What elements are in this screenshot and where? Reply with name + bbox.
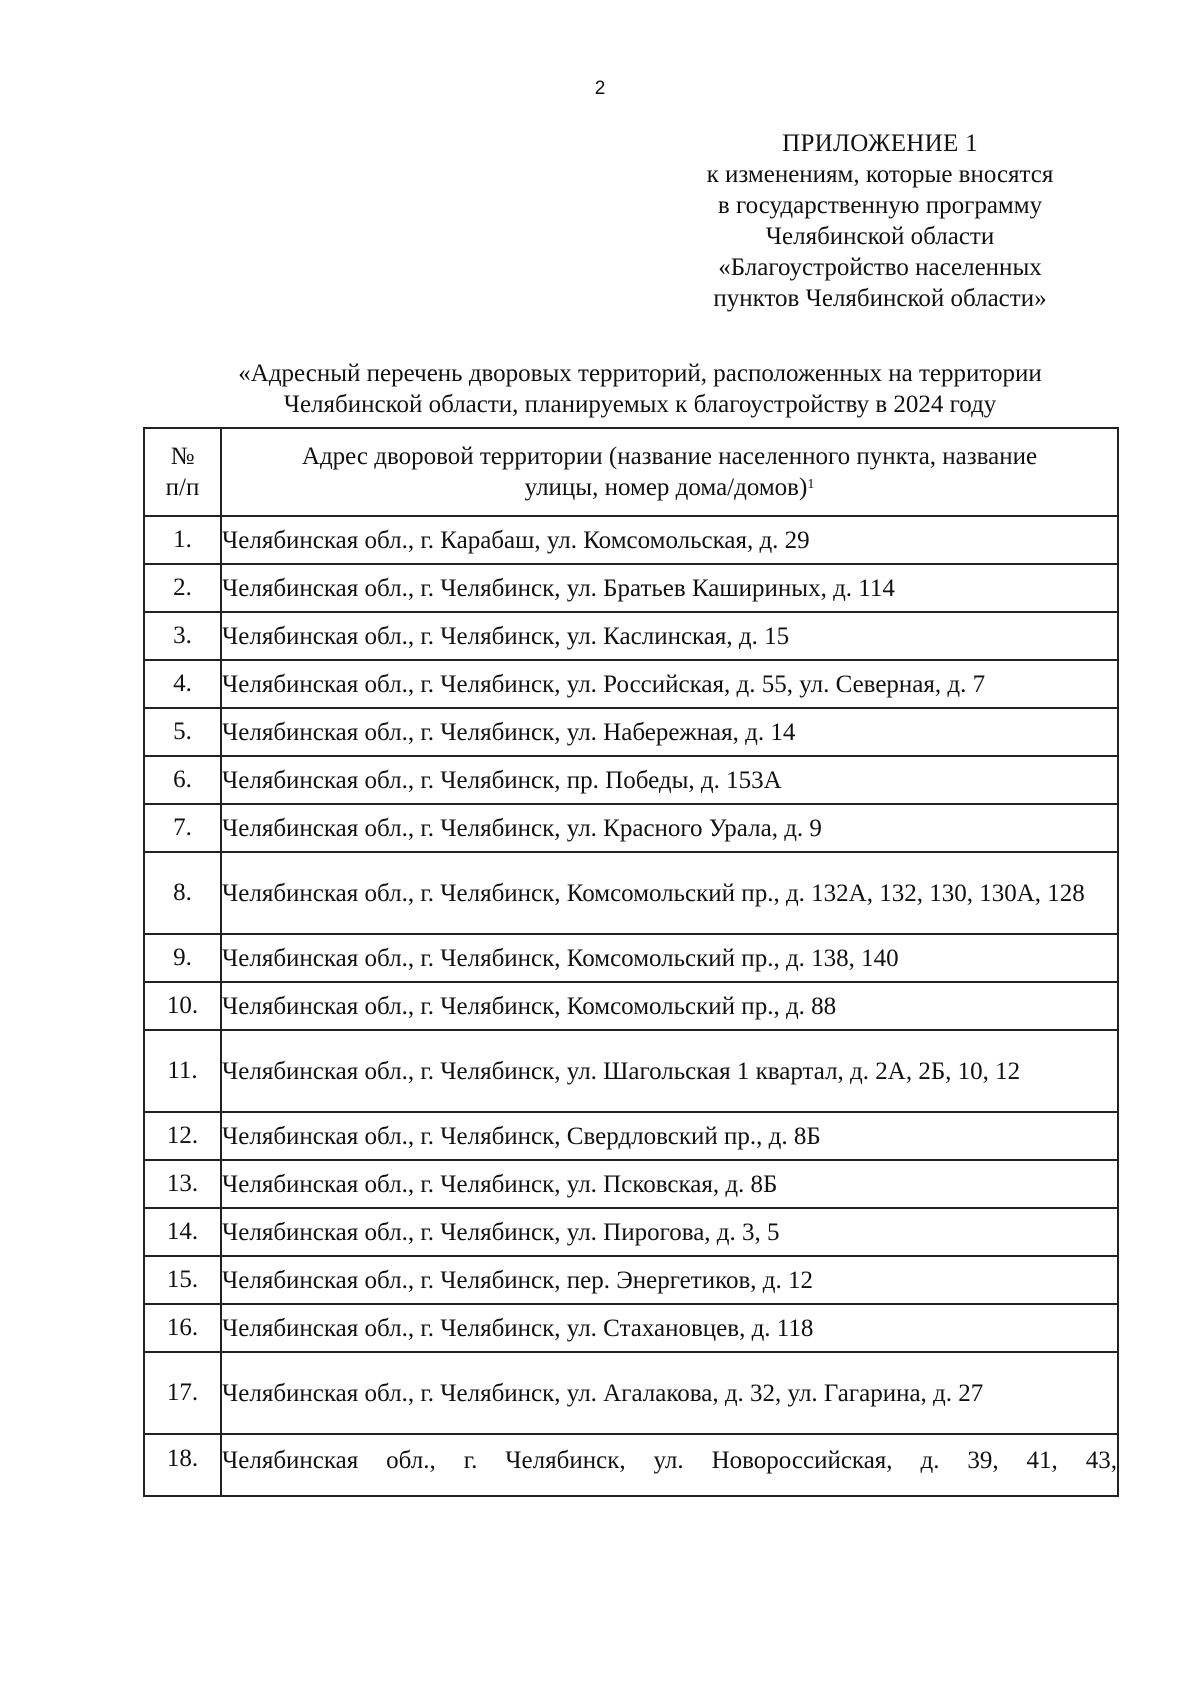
column-header-address [221, 428, 1118, 516]
table-row [144, 612, 1118, 660]
row-number-cell: 11. [144, 1030, 221, 1112]
row-number-cell: 1. [144, 516, 221, 564]
table-body [144, 516, 1118, 1496]
table-row [144, 1160, 1118, 1208]
row-number-cell: 6. [144, 756, 221, 804]
table-row [144, 1112, 1118, 1160]
table-row [144, 564, 1118, 612]
address-cell: Челябинская обл., г. Челябинск, ул. Российская, д. 55, ул. Северная, д. 7 [221, 660, 1118, 708]
row-number-cell: 16. [144, 1304, 221, 1352]
row-number-cell: 5. [144, 708, 221, 756]
appendix-line: пунктов Челябинской области» [713, 285, 1047, 312]
document-title-line-1: «Адресный перечень дворовых территорий, расположенных на территории [238, 360, 1042, 387]
page-number: 2 [594, 78, 606, 99]
table-row [144, 982, 1118, 1030]
appendix-line: Челябинской области [765, 223, 995, 250]
table-row [144, 852, 1118, 934]
row-number-cell: 2. [144, 564, 221, 612]
column-header-number-abbrev: п/п [165, 474, 200, 501]
address-cell: Челябинская обл., г. Челябинск, ул. Пирогова, д. 3, 5 [221, 1208, 1118, 1256]
table-row [144, 756, 1118, 804]
row-number-cell: 13. [144, 1160, 221, 1208]
table-row [144, 934, 1118, 982]
row-number-cell: 15. [144, 1256, 221, 1304]
address-cell: Челябинская обл., г. Челябинск, ул. Каслинская, д. 15 [221, 612, 1118, 660]
table-row [144, 1208, 1118, 1256]
row-number-cell: 7. [144, 804, 221, 852]
row-number-cell: 17. [144, 1352, 221, 1434]
table-header-row [144, 428, 1118, 516]
address-cell: Челябинская обл., г. Челябинск, Свердловский пр., д. 8Б [221, 1112, 1118, 1160]
document-title-line-2: Челябинской области, планируемых к благоустройству в 2024 году [283, 391, 997, 418]
row-number-cell: 10. [144, 982, 221, 1030]
row-number-cell: 4. [144, 660, 221, 708]
footnote-marker: 1 [807, 477, 815, 492]
table-row [144, 1434, 1118, 1496]
address-cell: Челябинская обл., г. Челябинск, ул. Агалакова, д. 32, ул. Гагарина, д. 27 [221, 1352, 1118, 1434]
table-row [144, 1030, 1118, 1112]
document-title [150, 358, 1130, 420]
address-cell: Челябинская обл., г. Челябинск, Комсомольский пр., д. 138, 140 [221, 934, 1118, 982]
address-cell: Челябинская обл., г. Челябинск, ул. Стахановцев, д. 118 [221, 1304, 1118, 1352]
column-header-address-line-2: улицы, номер дома/домов) [524, 474, 808, 501]
appendix-line: в государственную программу [717, 192, 1043, 219]
address-cell: Челябинская обл., г. Челябинск, пр. Победы, д. 153А [221, 756, 1118, 804]
table-row [144, 660, 1118, 708]
address-cell: Челябинская обл., г. Челябинск, ул. Братьев Кашириных, д. 114 [221, 564, 1118, 612]
appendix-line: «Благоустройство населенных [718, 254, 1042, 281]
appendix-line: к изменениям, которые вносятся [706, 161, 1054, 188]
address-cell: Челябинская обл., г. Челябинск, ул. Красного Урала, д. 9 [221, 804, 1118, 852]
address-cell: Челябинская обл., г. Карабаш, ул. Комсомольская, д. 29 [221, 516, 1118, 564]
row-number-cell: 8. [144, 852, 221, 934]
appendix-block [650, 128, 1110, 314]
row-number-cell: 3. [144, 612, 221, 660]
table-row [144, 1304, 1118, 1352]
address-cell: Челябинская обл., г. Челябинск, ул. Шагольская 1 квартал, д. 2А, 2Б, 10, 12 [221, 1030, 1118, 1112]
table-row [144, 804, 1118, 852]
column-header-number-symbol: № [170, 443, 195, 470]
address-cell: Челябинская обл., г. Челябинск, Комсомольский пр., д. 88 [221, 982, 1118, 1030]
table-row [144, 1352, 1118, 1434]
column-header-address-line-1: Адрес дворовой территории (название населенного пункта, название [301, 443, 1038, 470]
address-cell: Челябинская обл., г. Челябинск, Комсомольский пр., д. 132А, 132, 130, 130А, 128 [221, 852, 1118, 934]
row-number-cell: 14. [144, 1208, 221, 1256]
appendix-title: ПРИЛОЖЕНИЕ 1 [782, 130, 978, 157]
row-number-cell: 18. [144, 1434, 221, 1496]
address-cell: Челябинская обл., г. Челябинск, ул. Новороссийская, д. 39, 41, 43, [221, 1434, 1118, 1496]
address-cell: Челябинская обл., г. Челябинск, ул. Псковская, д. 8Б [221, 1160, 1118, 1208]
table-row [144, 1256, 1118, 1304]
address-cell: Челябинская обл., г. Челябинск, пер. Энергетиков, д. 12 [221, 1256, 1118, 1304]
row-number-cell: 9. [144, 934, 221, 982]
address-table [143, 427, 1119, 1497]
column-header-number [144, 428, 221, 516]
table-row [144, 708, 1118, 756]
address-cell: Челябинская обл., г. Челябинск, ул. Набережная, д. 14 [221, 708, 1118, 756]
row-number-cell: 12. [144, 1112, 221, 1160]
table-row [144, 516, 1118, 564]
